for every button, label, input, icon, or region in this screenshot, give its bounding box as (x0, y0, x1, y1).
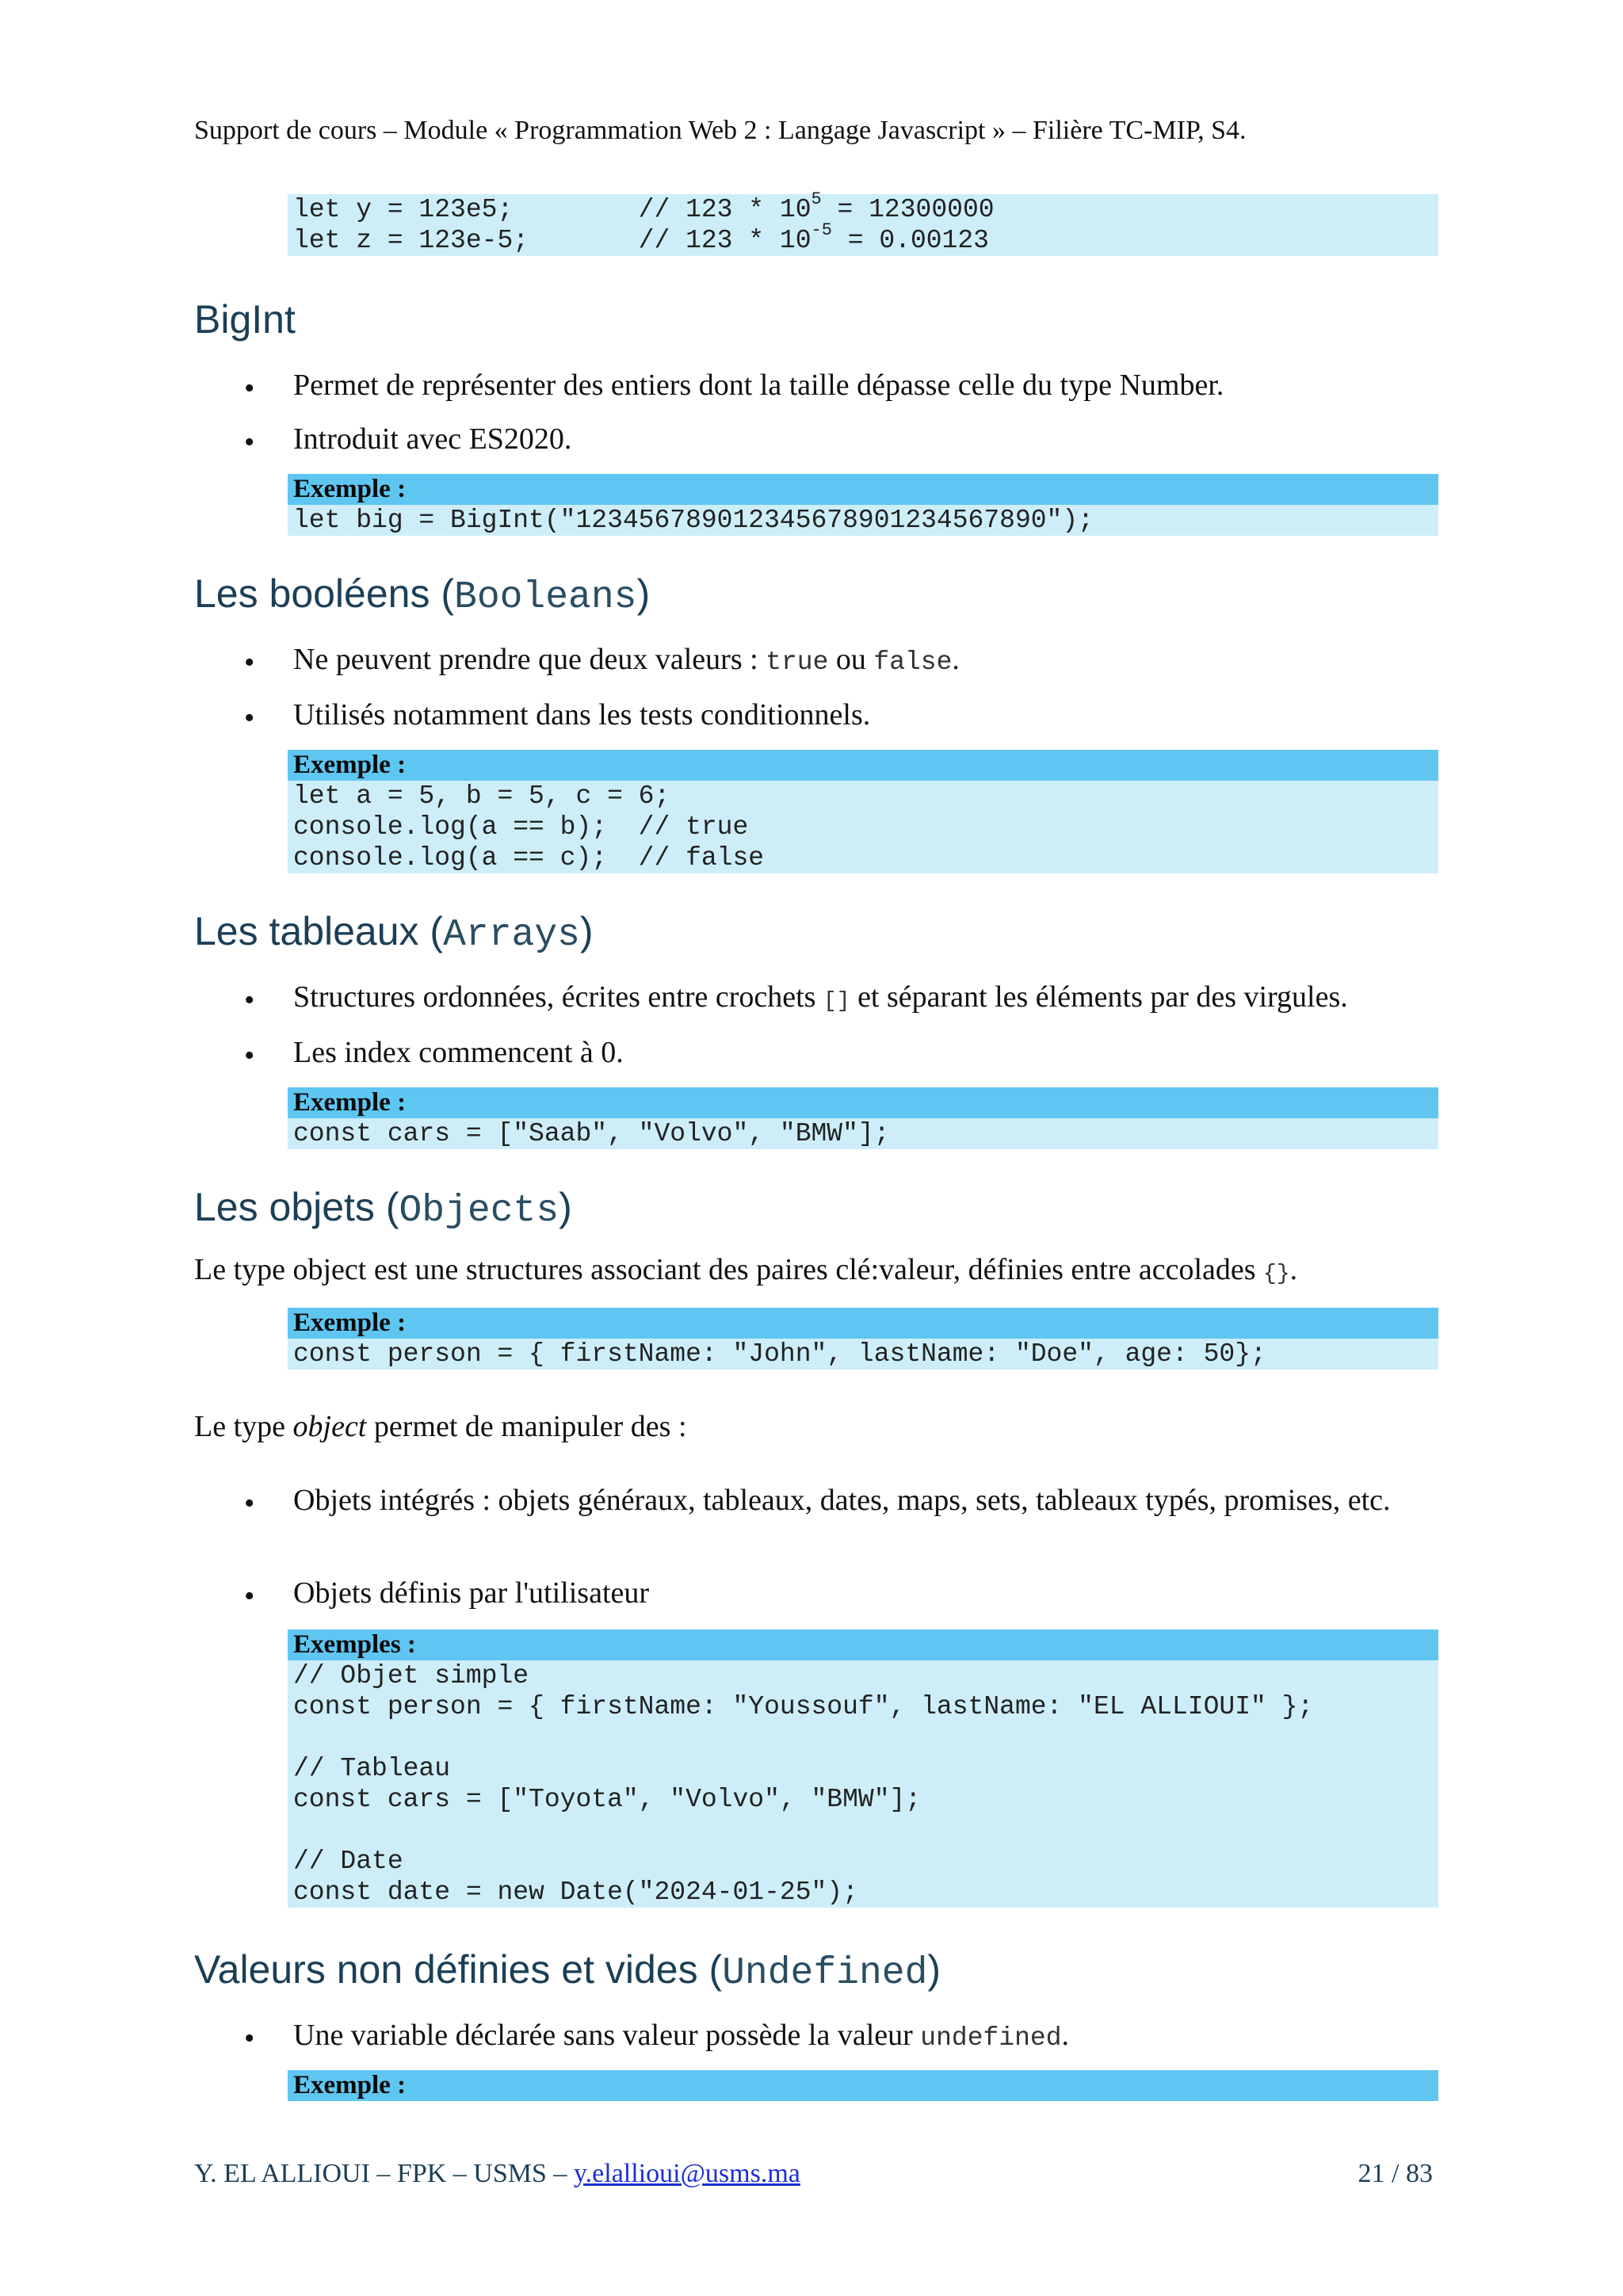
bullet-icon: • (244, 426, 255, 459)
bigint-bullet-2: Introduit avec ES2020. (293, 422, 572, 456)
undefined-bullet-1: Une variable déclarée sans valeur possède la valeur undefined. (293, 2019, 1070, 2053)
bullet-icon: • (244, 1580, 255, 1613)
heading-objects: Les objets (Objects) (194, 1185, 572, 1232)
objects-bullet-1: Objets intégrés : objets généraux, tableaux, dates, maps, sets, tableaux typés, promises, etc. (293, 1484, 1391, 1517)
heading-booleans: Les booléens (Booleans) (194, 571, 651, 619)
code-line (288, 1722, 1438, 1753)
bullet-icon: • (244, 2022, 255, 2055)
arrays-bullet-1: Structures ordonnées, écrites entre crochets [] et séparant les éléments par des virgules. (293, 980, 1348, 1014)
example-box-arrays (288, 1087, 1438, 1149)
code-line: // Objet simple (293, 1661, 529, 1690)
example-label: Exemple : (288, 1308, 1438, 1339)
page-header: Support de cours – Module « Programmation Web 2 : Langage Javascript » – Filière TC-MIP, S4. (194, 116, 1247, 145)
bullet-icon: • (244, 984, 255, 1017)
code-line (288, 1815, 1438, 1846)
footer-email-link[interactable]: y.elallioui@usms.ma (573, 2159, 800, 2188)
code-line: let y = 123e5; // $123 * 10^5 = 12300000$ (293, 189, 995, 224)
code-line: const date = new Date("2024-01-25"); (293, 1878, 858, 1907)
example-label: Exemple : (288, 474, 1438, 505)
example-label: Exemple : (288, 1087, 1438, 1118)
example-label: Exemple : (288, 750, 1438, 781)
objects-paragraph-2: Le type object permet de manipuler des : (194, 1410, 687, 1443)
heading-arrays: Les tableaux (Arrays) (194, 909, 594, 957)
bullet-icon: • (244, 1487, 255, 1520)
code-line: const cars = ["Toyota", "Volvo", "BMW"]; (293, 1785, 922, 1814)
code-line: const person = { firstName: "John", lastName: "Doe", age: 50}; (293, 1339, 1266, 1369)
page-number: 21 / 83 (1358, 2159, 1433, 2188)
code-line: let z = 123e-5; // $123 * 10^{-5} = 0.00123$ (293, 220, 989, 255)
example-box-undefined (288, 2070, 1438, 2101)
bullet-icon: • (244, 646, 255, 679)
code-line: console.log(a == c); // false (293, 843, 765, 873)
code-line: // Date (293, 1847, 403, 1876)
objects-bullet-2: Objets définis par l'utilisateur (293, 1576, 650, 1610)
example-box-bigint (288, 474, 1438, 536)
code-line: const cars = ["Saab", "Volvo", "BMW"]; (293, 1119, 890, 1148)
heading-undefined: Valeurs non définies et vides (Undefined) (194, 1947, 941, 1995)
bullet-icon: • (244, 1039, 255, 1072)
example-box-objects-2 (288, 1629, 1438, 1908)
arrays-bullet-2: Les index commencent à 0. (293, 1036, 624, 1069)
booleans-bullet-1: Ne peuvent prendre que deux valeurs : true ou false. (293, 643, 960, 677)
heading-bigint: BigInt (194, 297, 296, 342)
code-line: let a = 5, b = 5, c = 6; (293, 781, 670, 811)
bullet-icon: • (244, 701, 255, 735)
booleans-bullet-2: Utilisés notamment dans les tests conditionnels. (293, 698, 871, 732)
code-line: const person = { firstName: "Youssouf", lastName: "EL ALLIOUI" }; (293, 1692, 1314, 1721)
code-line: console.log(a == b); // true (293, 812, 749, 842)
example-box-objects (288, 1308, 1438, 1370)
footer-author: Y. EL ALLIOUI – FPK – USMS – y.elallioui@usms.ma (194, 2159, 800, 2188)
examples-label: Exemples : (288, 1629, 1438, 1660)
code-block-exponent (288, 189, 1438, 256)
code-line: // Tableau (293, 1754, 451, 1783)
example-label: Exemple : (288, 2070, 1438, 2101)
example-box-booleans (288, 750, 1438, 873)
objects-paragraph-1: Le type object est une structures associant des paires clé:valeur, définies entre accolades {}. (194, 1253, 1298, 1286)
bigint-bullet-1: Permet de représenter des entiers dont la taille dépasse celle du type Number. (293, 369, 1224, 402)
code-line: let big = BigInt("123456789012345678901234567890"); (293, 506, 1094, 535)
bullet-icon: • (244, 372, 255, 405)
